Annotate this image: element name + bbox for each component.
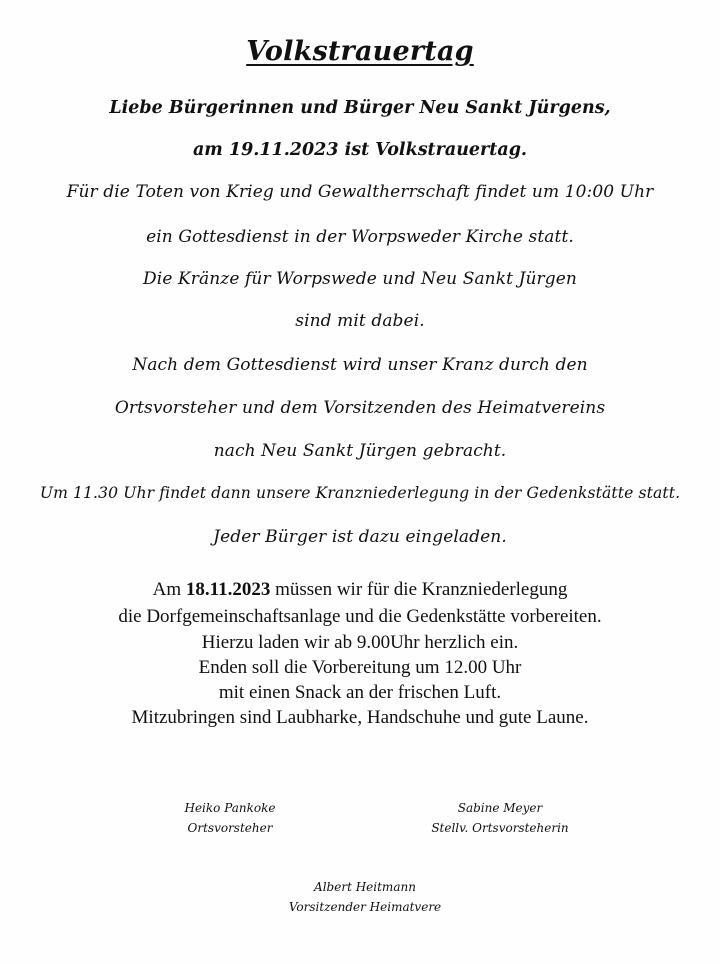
announcement-line-4: sind mit dabei. [295,311,425,331]
announcement-line-8: Um 11.30 Uhr findet dann unsere Kranzniederlegung in der Gedenkstätte statt. [39,484,681,502]
page-title: Volkstrauertag [246,36,474,67]
greeting-line-2: am 19.11.2023 ist Volkstrauertag. [192,140,528,160]
preparation-line-4: Enden soll die Vorbereitung um 12.00 Uhr [198,657,522,678]
signature-ortsvorsteher [150,798,310,838]
announcement-line-7: nach Neu Sankt Jürgen gebracht. [213,441,507,461]
signature-role: Ortsvorsteher [187,821,273,835]
preparation-line-5: mit einen Snack an der frischen Luft. [218,682,502,703]
preparation-prefix: Am [152,579,186,600]
signature-name: Albert Heitmann [314,880,416,894]
signature-stellv-ortsvorsteherin [400,798,600,838]
preparation-line-1 [0,579,720,601]
preparation-line-6: Mitzubringen sind Laubharke, Handschuhe und gute Laune. [131,707,589,728]
signature-role: Stellv. Ortsvorsteherin [431,821,569,835]
announcement-line-3: Die Kränze für Worpswede und Neu Sankt Jürgen [143,269,577,289]
signature-heimatverein [270,877,460,917]
announcement-line-5: Nach dem Gottesdienst wird unser Kranz durch den [132,355,588,375]
preparation-line-2: die Dorfgemeinschaftsanlage und die Gedenkstätte vorbereiten. [118,606,602,627]
announcement-line-9: Jeder Bürger ist dazu eingeladen. [213,527,507,547]
preparation-suffix: müssen wir für die Kranzniederlegung [270,579,568,600]
signature-role: Vorsitzender Heimatvere [288,900,442,914]
preparation-date: 18.11.2023 [185,579,271,600]
preparation-line-3: Hierzu laden wir ab 9.00Uhr herzlich ein. [201,632,519,653]
signature-name: Sabine Meyer [457,801,543,815]
signature-name: Heiko Pankoke [184,801,276,815]
announcement-line-2: ein Gottesdienst in der Worpsweder Kirche statt. [146,227,574,247]
announcement-line-6: Ortsvorsteher und dem Vorsitzenden des Heimatvereins [114,398,606,418]
greeting-line-1: Liebe Bürgerinnen und Bürger Neu Sankt Jürgens, [109,98,611,118]
announcement-line-1: Für die Toten von Krieg und Gewaltherrschaft findet um 10:00 Uhr [66,182,654,202]
